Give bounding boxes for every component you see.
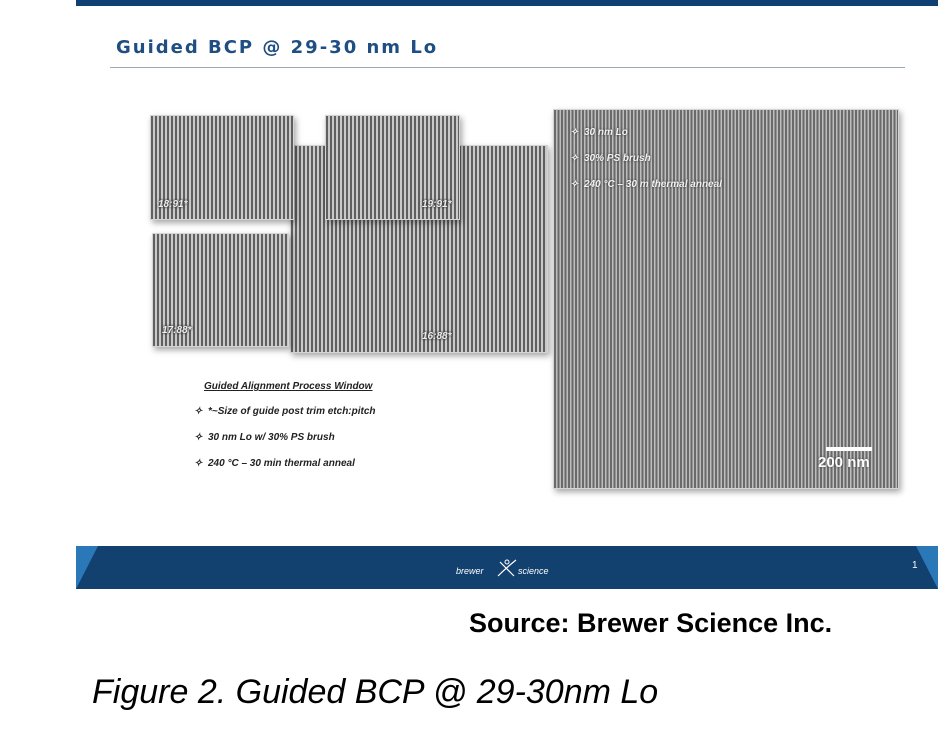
- slide-page-number: 1: [912, 560, 918, 571]
- sem-label-top-right: 19:91*: [422, 199, 452, 210]
- slide-title: Guided BCP @ 29-30 nm Lo: [116, 37, 439, 58]
- logo-word-science: science: [518, 566, 549, 576]
- bullet-diamond-icon: ✧: [570, 127, 579, 138]
- process-window-bullet: ✧ *~Size of guide post trim etch:pitch: [194, 406, 376, 417]
- footer-right-accent: [916, 546, 938, 589]
- bullet-diamond-icon: ✧: [194, 406, 203, 417]
- process-window-bullet: ✧ 30 nm Lo w/ 30% PS brush: [194, 432, 335, 443]
- process-window-bullet: ✧ 240 °C – 30 min thermal anneal: [194, 458, 355, 469]
- large-image-bullet: ✧ 30% PS brush: [570, 153, 651, 164]
- large-image-bullet: ✧ 30 nm Lo: [570, 127, 628, 138]
- sem-image-large: [553, 109, 899, 489]
- figure-caption: Figure 2. Guided BCP @ 29-30nm Lo: [92, 673, 659, 711]
- footer-left-accent: [76, 546, 98, 589]
- sem-label-bottom-left: 17:88*: [162, 325, 192, 336]
- bullet-diamond-icon: ✧: [570, 153, 579, 164]
- logo-word-brewer: brewer: [456, 566, 484, 576]
- bullet-diamond-icon: ✧: [194, 458, 203, 469]
- scale-bar-label: 200 nm: [818, 454, 870, 471]
- slide-footer: [76, 546, 938, 589]
- scale-bar: [826, 447, 872, 451]
- sem-label-center: 16:88*: [422, 331, 452, 342]
- presentation-slide: [76, 0, 938, 589]
- bullet-diamond-icon: ✧: [570, 179, 579, 190]
- large-image-bullet: ✧ 240 °C – 30 m thermal anneal: [570, 179, 722, 190]
- process-window-heading: Guided Alignment Process Window: [204, 381, 373, 392]
- title-divider: [110, 67, 905, 68]
- logo-mark-icon: [494, 556, 520, 580]
- bullet-diamond-icon: ✧: [194, 432, 203, 443]
- source-credit: Source: Brewer Science Inc.: [469, 608, 833, 638]
- slide-top-bar: [76, 0, 938, 6]
- sem-label-top-left: 18:91*: [158, 199, 188, 210]
